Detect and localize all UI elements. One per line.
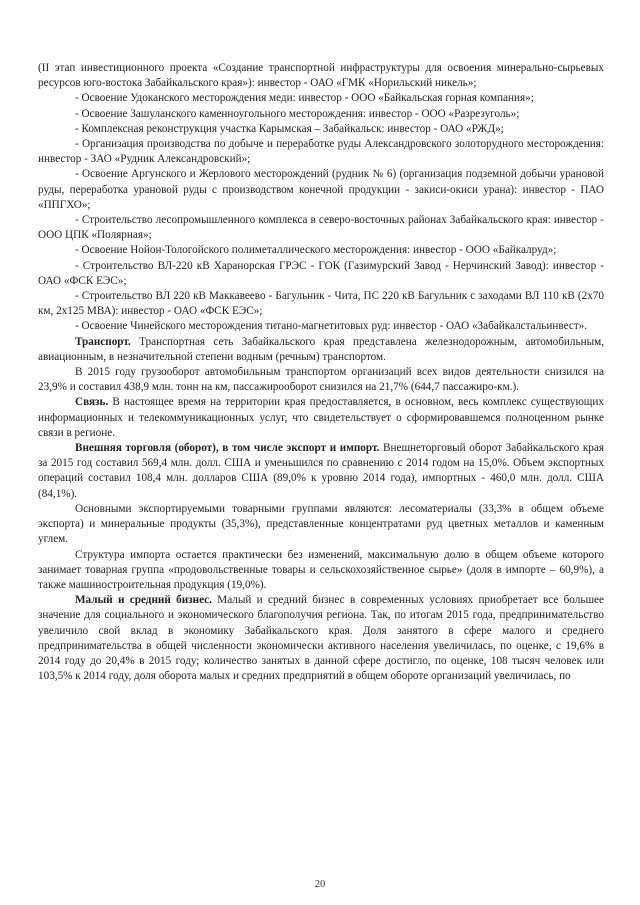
- paragraph-transport: Транспорт. Транспортная сеть Забайкальского края представлена железнодорожным, автомобильным, авиационным, в незначительной степени водным (речным) транспортом.: [38, 335, 604, 363]
- page-number: 20: [314, 879, 326, 890]
- paragraph-timber-complex: - Строительство лесопромышленного комплекса в северо-восточных районах Забайкальского края: инвестор - ООО ЦПК «Полярная»;: [38, 214, 604, 242]
- paragraph-vl220-kharanor: - Строительство ВЛ-220 кВ Харанорская ГРЭС - ГОК (Газимурский Завод - Нерчинский Завод): инвестор - ОАО «ФСК ЕЭС»;: [38, 259, 604, 287]
- paragraph-communication: Связь. В настоящее время на территории края предоставляется, в основном, весь комплекс существующих информационных и телекоммуникационных услуг, что свидетельствует о сформировавшемся полноценном рынке связи в регионе.: [38, 396, 604, 439]
- paragraph-aleksandrovsky: - Организация производства по добыче и переработке руды Александровского золоторудного месторождения: инвестор - ЗАО «Рудник Александровский»;: [38, 138, 604, 166]
- paragraph-argun: - Освоение Аргунского и Жерлового месторождений (рудник № 6) (организация подземной добычи урановой руды, переработка урановой руды с производством конечной продукции - закиси-окиси урана): инвестор - ПАО «ППГХО»;: [38, 168, 604, 211]
- heading-foreign-trade: Внешняя торговля (оборот), в том числе экспорт и импорт.: [75, 442, 380, 455]
- heading-small-business: Малый и средний бизнес.: [75, 594, 212, 607]
- paragraph-karymskaya: - Комплексная реконструкция участка Карымская – Забайкальск: инвестор - ОАО «РЖД»;: [75, 122, 504, 135]
- paragraph-udokan: - Освоение Удоканского месторождения меди: инвестор - ООО «Байкальская горная компания»;: [75, 92, 534, 105]
- paragraph-import-structure: Структура импорта остается практически без изменений, максимальную долю в общем объеме которого занимает товарная группа «продовольственные товары и сельскохозяйственное сырье» (доля в импорте – 60,9%), а также машиностроительная продукция (19,0%).: [38, 548, 604, 591]
- paragraph-small-business: Малый и средний бизнес. Малый и средний бизнес в современных условиях приобретает все большее значение для социального и экономического благополучия региона. Так, по итогам 2015 года, предпринимательство увеличило свой вклад в экономику Забайкальского края. Доля занятого в сфере малого и среднего предпринимательства в общей численности экономически активного населения увеличилась, по оценке, с 19,6% в 2014 году до 20,4% в 2015 году; количество занятых в данной сфере достигло, по оценке, 108 тысяч человек или 103,5% к 2014 году, доля оборота малых и средних предприятий в общем обороте организаций увеличилась, по: [38, 594, 604, 683]
- paragraph-foreign-trade: Внешняя торговля (оборот), в том числе экспорт и импорт. Внешнеторговый оборот Забайкальского края за 2015 год составил 569,4 млн. долл. США и уменьшился по сравнению с 2014 годом на 15,0%. Объем экспортных операций составил 108,4 млн. долларов США (89,0% к уровню 2014 года), импортных - 460,0 млн. долл. США (84,1%).: [38, 442, 604, 500]
- paragraph-freight-turnover: В 2015 году грузооборот автомобильным транспортом организаций всех видов деятельности снизился на 23,9% и составил 438,9 млн. тонн на км, пассажирооборот снизился на 21,7% (644,7 пассажиро-км.).: [38, 366, 604, 394]
- paragraph-project-continuation: (II этап инвестиционного проекта «Создание транспортной инфраструктуры для освоения минерально-сырьевых ресурсов юго-востока Забайкальского края»): инвестор - ОАО «ГМК «Норильский никель»;: [38, 62, 604, 90]
- document-body: [38, 61, 604, 684]
- heading-communication: Связь.: [75, 396, 109, 409]
- paragraph-vl220-makkaveevo: - Строительство ВЛ 220 кВ Маккавеево - Багульник - Чита, ПС 220 кВ Багульник с заходами ВЛ 110 кВ (2х70 км, 2х125 МВА): инвестор - ОАО «ФСК ЕЭС»;: [38, 290, 604, 318]
- paragraph-zashulan: - Освоение Зашуланского каменноугольного месторождения: инвестор - ООО «Разрезуголь»;: [75, 107, 520, 120]
- heading-transport: Транспорт.: [75, 335, 131, 348]
- paragraph-chiney: - Освоение Чинейского месторождения титано-магнетитовых руд: инвестор - ОАО «Забайкалстальинвест».: [75, 320, 588, 333]
- paragraph-noyon-tologoy: - Освоение Нойон-Тологойского полиметаллического месторождения: инвестор - ООО «Байкалруд»;: [75, 244, 557, 257]
- paragraph-export-groups: Основными экспортируемыми товарными группами являются: лесоматериалы (33,3% в общем объеме экспорта) и минеральные продукты (35,3%), представленные концентратами руд цветных металлов и каменным углем.: [38, 502, 604, 546]
